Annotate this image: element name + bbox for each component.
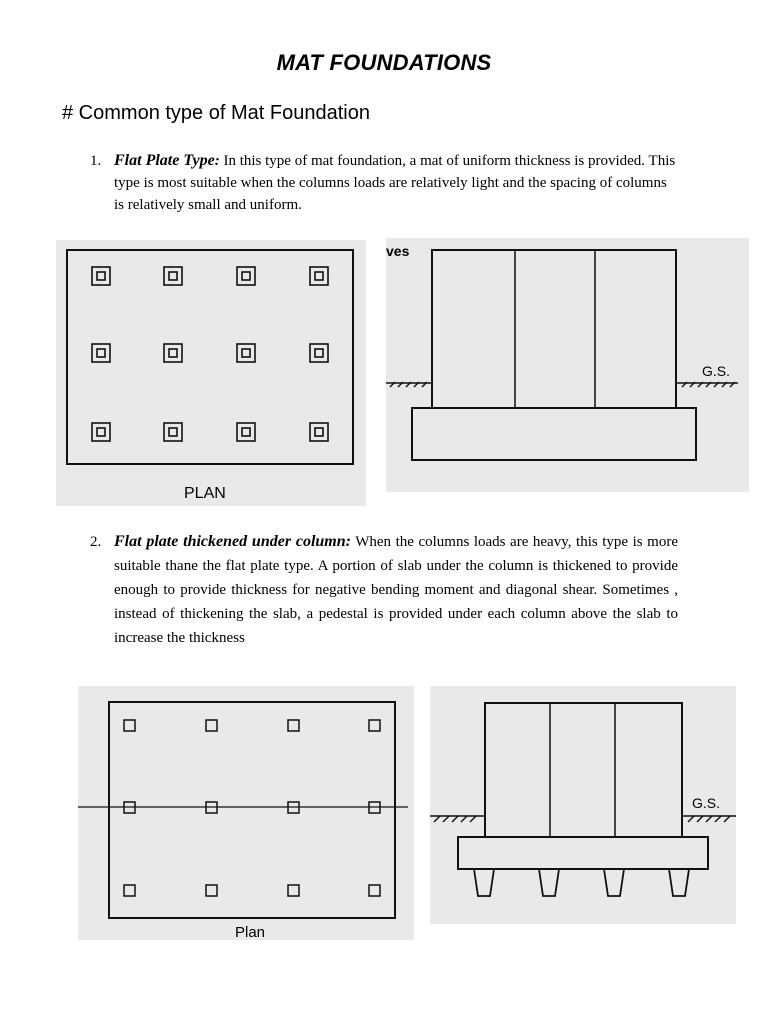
plan-label: PLAN bbox=[184, 485, 226, 502]
list-number: 2. bbox=[90, 534, 102, 550]
ground-surface-hatch bbox=[386, 382, 738, 387]
ground-surface-label: G.S. bbox=[692, 795, 721, 811]
ground-surface-hatch bbox=[430, 816, 736, 822]
term-separator: : bbox=[214, 153, 220, 169]
plan-label: Plan bbox=[235, 924, 266, 940]
column-block bbox=[432, 250, 676, 408]
list-item-thickened-plate bbox=[90, 530, 678, 650]
thickened-plate-elevation-figure bbox=[430, 686, 736, 924]
column-grid bbox=[124, 720, 380, 896]
flat-plate-plan-figure bbox=[56, 240, 366, 506]
list-item-term: Flat plate thickened under column: bbox=[114, 533, 351, 550]
column-grid bbox=[92, 267, 328, 441]
page-title: MAT FOUNDATIONS bbox=[276, 50, 492, 75]
ground-surface-label: G.S. bbox=[702, 363, 731, 379]
corner-text: ves bbox=[386, 243, 410, 259]
section-heading: # Common type of Mat Foundation bbox=[62, 102, 370, 124]
list-item-body bbox=[114, 530, 678, 650]
thickened-pedestals bbox=[474, 869, 689, 896]
list-item-flat-plate bbox=[90, 150, 678, 216]
list-item-body bbox=[114, 150, 678, 216]
list-item-text: When the columns loads are heavy, this type is more suitable thane the flat plate type. A portion of slab under the column is thickened to provide enough to provide thickness for negative bending moment and diagonal shear. Sometimes , instead of thickening the slab, a pedestal is provided under each column above the slab to increase the thickness bbox=[114, 534, 678, 646]
list-item-term: Flat Plate Type bbox=[114, 152, 215, 169]
flat-plate-elevation-figure bbox=[386, 238, 749, 492]
mat-outline bbox=[109, 702, 395, 918]
thickened-plate-plan-figure bbox=[78, 686, 414, 940]
list-number: 1. bbox=[90, 153, 102, 169]
mat-slab bbox=[412, 408, 696, 460]
mat-slab bbox=[458, 837, 708, 869]
column-block bbox=[485, 703, 682, 837]
list-item-text: In this type of mat foundation, a mat of uniform thickness is provided. This type is most suitable when the columns loads are relatively light and the spacing of columns is relatively small and uniform. bbox=[114, 153, 676, 213]
